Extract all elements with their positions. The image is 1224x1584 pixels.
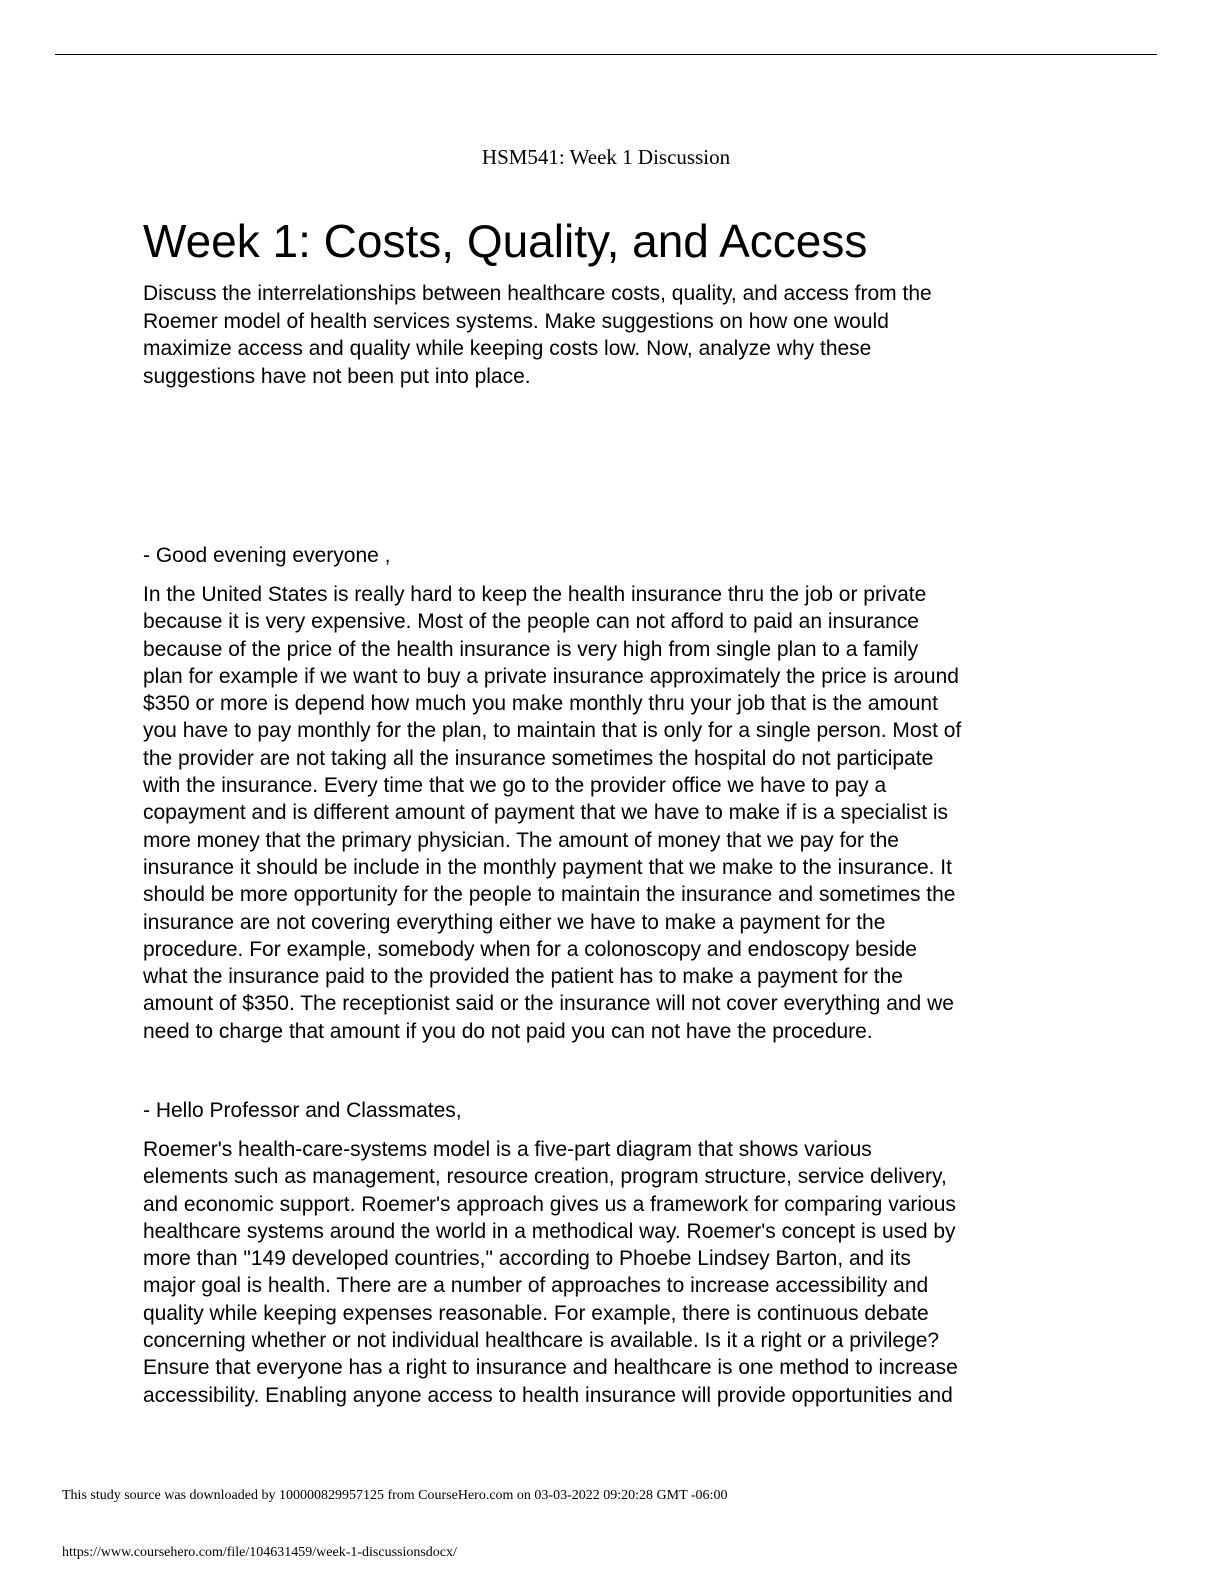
post-line: concerning whether or not individual healthcare is available. Is it a right or a privilege? [143, 1329, 940, 1353]
post-1-body [143, 581, 961, 1045]
course-header: HSM541: Week 1 Discussion [481, 145, 731, 169]
prompt-line: Discuss the interrelationships between healthcare costs, quality, and access from the [143, 282, 932, 305]
post-line: insurance it should be include in the monthly payment that we make to the insurance. It [143, 855, 952, 879]
post-1-greeting: - Good evening everyone , [143, 544, 391, 567]
post-line: more than "149 developed countries," according to Phoebe Lindsey Barton, and its [143, 1247, 911, 1271]
prompt-line: Roemer model of health services systems. Make suggestions on how one would [143, 309, 889, 333]
post-line: Ensure that everyone has a right to insurance and healthcare is one method to increase [143, 1356, 958, 1380]
post-line: need to charge that amount if you do not paid you can not have the procedure. [143, 1019, 873, 1043]
post-line: what the insurance paid to the provided the patient has to make a payment for the [143, 965, 903, 989]
post-line: because it is very expensive. Most of the people can not afford to paid an insurance [143, 610, 919, 634]
prompt-line: suggestions have not been put into place. [143, 364, 531, 388]
post-2-body [143, 1136, 958, 1409]
post-line: elements such as management, resource creation, program structure, service delivery, [143, 1165, 947, 1189]
post-line: and economic support. Roemer's approach gives us a framework for comparing various [143, 1192, 956, 1216]
post-line: accessibility. Enabling anyone access to health insurance will provide opportunities and [143, 1383, 953, 1407]
prompt-line: maximize access and quality while keeping costs low. Now, analyze why these [143, 337, 872, 360]
post-line: quality while keeping expenses reasonable. For example, there is continuous debate [143, 1301, 929, 1325]
post-line: insurance are not covering everything either we have to make a payment for the [143, 910, 886, 934]
post-line: amount of $350. The receptionist said or the insurance will not cover everything and we [143, 992, 954, 1016]
page-title: Week 1: Costs, Quality, and Access [143, 215, 868, 267]
download-notice: This study source was downloaded by 100000829957125 from CourseHero.com on 03-03-2022 09:20:28 GMT -06:00 [62, 1488, 728, 1503]
post-line: because of the price of the health insurance is very high from single plan to a family [143, 637, 919, 661]
post-line: major goal is health. There are a number of approaches to increase accessibility and [143, 1274, 929, 1298]
post-line: $350 or more is depend how much you make monthly thru your job that is the amount [143, 692, 938, 716]
post-line: In the United States is really hard to keep the health insurance thru the job or private [143, 583, 927, 606]
post-2-greeting: - Hello Professor and Classmates, [143, 1099, 462, 1122]
header-divider [55, 54, 1157, 55]
post-line: you have to pay monthly for the plan, to maintain that is only for a single person. Most of [143, 719, 962, 743]
post-line: copayment and is different amount of payment that we have to make if is a specialist is [143, 801, 949, 825]
post-line: the provider are not taking all the insurance sometimes the hospital do not participate [143, 746, 934, 770]
post-line: with the insurance. Every time that we go to the provider office we have to pay a [143, 774, 887, 798]
post-line: more money that the primary physician. The amount of money that we pay for the [143, 828, 899, 852]
post-line: Roemer's health-care-systems model is a five-part diagram that shows various [143, 1138, 872, 1161]
post-line: healthcare systems around the world in a methodical way. Roemer's concept is used by [143, 1219, 956, 1243]
source-url[interactable]: https://www.coursehero.com/file/104631459/week-1-discussionsdocx/ [62, 1545, 457, 1560]
post-line: procedure. For example, somebody when for a colonoscopy and endoscopy beside [143, 937, 917, 961]
discussion-prompt [143, 280, 932, 390]
post-line: should be more opportunity for the people to maintain the insurance and sometimes the [143, 883, 956, 907]
post-line: plan for example if we want to buy a private insurance approximately the price is around [143, 664, 959, 688]
